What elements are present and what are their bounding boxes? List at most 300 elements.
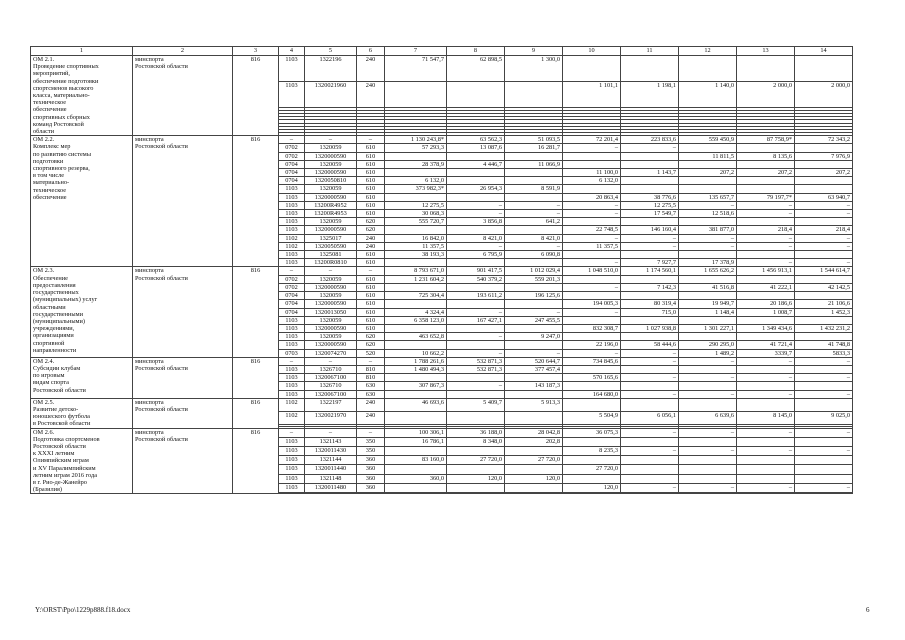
amount-cell: 1 130 243,8* [385, 136, 447, 144]
amount-cell [737, 185, 795, 193]
executor-cell: минспорта Ростовской области [133, 398, 233, 428]
classification-code-cell: 1320011480 [305, 483, 357, 492]
amount-cell: – [563, 259, 621, 267]
amount-cell [679, 493, 737, 494]
classification-code-cell: 610 [357, 160, 385, 168]
amount-cell: – [447, 382, 505, 390]
amount-cell [621, 493, 679, 494]
measure-description: ОМ 2.4. Субсидии клубам по игровым видам спорта Ростовской области [31, 357, 133, 398]
amount-cell [795, 382, 853, 390]
amount-cell: – [679, 234, 737, 242]
amount-cell [621, 218, 679, 226]
amount-cell: 62 898,5 [447, 56, 505, 82]
amount-cell [795, 218, 853, 226]
amount-cell: 42 142,5 [795, 283, 853, 291]
amount-cell: 4 446,7 [447, 160, 505, 168]
amount-cell: 463 652,8 [385, 333, 447, 341]
amount-cell: 8 793 671,0 [385, 267, 447, 275]
grbs-code-cell: 816 [233, 267, 279, 357]
amount-cell: – [795, 483, 853, 492]
amount-cell: 373 982,3* [385, 185, 447, 193]
header-row [31, 47, 853, 56]
classification-code-cell: 1321143 [305, 437, 357, 446]
amount-cell [679, 474, 737, 483]
amount-cell [737, 365, 795, 373]
classification-code-cell: 1320021970 [305, 412, 357, 425]
amount-cell [505, 324, 563, 332]
amount-cell: – [679, 242, 737, 250]
amount-cell [447, 493, 505, 494]
amount-cell [621, 251, 679, 259]
amount-cell: 6 795,9 [447, 251, 505, 259]
measure-description: ОМ 2.6. Подготовка спортсменов Ростовской области к XXXI летним Олимпийским играм и XV Паралимпийским летним играм 2016 года в г. Рио-де-Жанейро (Бразилия) [31, 428, 133, 494]
classification-code-cell: 1321144 [305, 456, 357, 465]
classification-code-cell: 610 [357, 259, 385, 267]
amount-cell: 223 833,6 [621, 136, 679, 144]
amount-cell [679, 292, 737, 300]
classification-code-cell: 1103 [279, 456, 305, 465]
column-header: 5 [305, 47, 357, 56]
amount-cell: 832 308,7 [563, 324, 621, 332]
classification-code-cell: 1320000590 [305, 169, 357, 177]
measure-description: ОМ 2.2. Комплекс мер по развитию системы подготовки спортивного резерва, в том числе материально- техническое обеспечение [31, 136, 133, 267]
amount-cell: 21 106,6 [795, 300, 853, 308]
amount-cell [621, 382, 679, 390]
amount-cell [679, 275, 737, 283]
amount-cell: – [679, 428, 737, 437]
amount-cell [679, 316, 737, 324]
amount-cell [795, 56, 853, 82]
amount-cell [563, 456, 621, 465]
amount-cell: 559 450,9 [679, 136, 737, 144]
amount-cell [621, 316, 679, 324]
classification-code-cell: 620 [357, 333, 385, 341]
classification-code-cell: 1321148 [305, 474, 357, 483]
amount-cell [621, 152, 679, 160]
amount-cell [385, 169, 447, 177]
amount-cell [563, 365, 621, 373]
amount-cell: 27 720,0 [505, 456, 563, 465]
amount-cell: – [737, 357, 795, 365]
amount-cell: 41 516,8 [679, 283, 737, 291]
amount-cell: 72 201,4 [563, 136, 621, 144]
table-row [31, 136, 853, 144]
amount-cell [795, 177, 853, 185]
amount-cell [505, 259, 563, 267]
amount-cell [621, 160, 679, 168]
amount-cell [447, 483, 505, 492]
footer-file-path: Y:\ORST\Ppo\1229p888.f18.docx [35, 606, 131, 614]
amount-cell: – [795, 428, 853, 437]
classification-code-cell: 0702 [279, 152, 305, 160]
amount-cell [679, 465, 737, 474]
classification-code-cell: 240 [357, 412, 385, 425]
classification-code-cell: 520 [357, 349, 385, 357]
classification-code-cell: 0702 [279, 275, 305, 283]
amount-cell: 1 432 231,2 [795, 324, 853, 332]
amount-cell: – [505, 308, 563, 316]
amount-cell: 570 165,6 [563, 374, 621, 382]
amount-cell: 520 644,7 [505, 357, 563, 365]
amount-cell: 1 140,0 [679, 81, 737, 107]
amount-cell [795, 251, 853, 259]
amount-cell: 290 295,0 [679, 341, 737, 349]
classification-code-cell: 0703 [279, 349, 305, 357]
amount-cell: 1 452,3 [795, 308, 853, 316]
classification-code-cell: 13200R0810 [305, 259, 357, 267]
column-header: 12 [679, 47, 737, 56]
classification-code-cell: 0704 [279, 292, 305, 300]
amount-cell: 218,4 [795, 226, 853, 234]
classification-code-cell: 1320000590 [305, 324, 357, 332]
amount-cell [679, 144, 737, 152]
classification-code-cell: 1320000590 [305, 226, 357, 234]
amount-cell: 11 357,5 [385, 242, 447, 250]
classification-code-cell: 1103 [279, 185, 305, 193]
amount-cell: 2 000,0 [737, 81, 795, 107]
classification-code-cell: 13200R4952 [305, 201, 357, 209]
amount-cell: 2 000,0 [795, 81, 853, 107]
amount-cell [621, 437, 679, 446]
amount-cell: 555 720,7 [385, 218, 447, 226]
amount-cell [621, 456, 679, 465]
amount-cell: 1 456 913,1 [737, 267, 795, 275]
amount-cell [679, 56, 737, 82]
amount-cell: 16 842,0 [385, 234, 447, 242]
amount-cell: – [737, 483, 795, 492]
amount-cell [621, 56, 679, 82]
classification-code-cell: 1103 [279, 365, 305, 373]
amount-cell: 4 324,4 [385, 308, 447, 316]
amount-cell [737, 474, 795, 483]
amount-cell [795, 456, 853, 465]
classification-code-cell: 810 [357, 365, 385, 373]
table-row [31, 56, 853, 82]
classification-code-cell: 1320059 [305, 144, 357, 152]
amount-cell: – [679, 357, 737, 365]
amount-cell [385, 412, 447, 425]
amount-cell [737, 251, 795, 259]
classification-code-cell: – [279, 136, 305, 144]
amount-cell [795, 316, 853, 324]
amount-cell [621, 333, 679, 341]
amount-cell: – [621, 390, 679, 398]
classification-code-cell: 1103 [279, 374, 305, 382]
amount-cell [505, 412, 563, 425]
amount-cell: 63 940,7 [795, 193, 853, 201]
classification-code-cell: 610 [357, 324, 385, 332]
amount-cell [385, 447, 447, 456]
amount-cell: 120,0 [447, 474, 505, 483]
amount-cell: 146 160,4 [621, 226, 679, 234]
amount-cell: 120,0 [563, 483, 621, 492]
amount-cell [563, 493, 621, 494]
column-header: 4 [279, 47, 305, 56]
classification-code-cell: 620 [357, 218, 385, 226]
amount-cell [385, 324, 447, 332]
amount-cell: 11 357,5 [563, 242, 621, 250]
amount-cell: 3 856,8 [447, 218, 505, 226]
amount-cell [679, 382, 737, 390]
amount-cell: 559 201,3 [505, 275, 563, 283]
amount-cell [447, 226, 505, 234]
amount-cell: 28 378,9 [385, 160, 447, 168]
amount-cell [737, 177, 795, 185]
classification-code-cell: 610 [357, 144, 385, 152]
amount-cell: – [447, 308, 505, 316]
classification-code-cell: 1325017 [305, 234, 357, 242]
amount-cell: 30 068,3 [385, 210, 447, 218]
amount-cell [737, 437, 795, 446]
classification-code-cell [305, 493, 357, 494]
amount-cell [447, 465, 505, 474]
amount-cell: 41 721,4 [737, 341, 795, 349]
amount-cell: 51 093,5 [505, 136, 563, 144]
amount-cell: 58 444,6 [621, 341, 679, 349]
budget-table-document [30, 46, 853, 494]
classification-code-cell: 1103 [279, 218, 305, 226]
amount-cell [795, 493, 853, 494]
classification-code-cell: 1320011430 [305, 447, 357, 456]
classification-code-cell: – [357, 357, 385, 365]
classification-code-cell: 1103 [279, 474, 305, 483]
amount-cell: 7 976,9 [795, 152, 853, 160]
executor-cell: минспорта Ростовской области [133, 267, 233, 357]
amount-cell [563, 275, 621, 283]
classification-code-cell: 1103 [279, 341, 305, 349]
amount-cell: 167 427,1 [447, 316, 505, 324]
amount-cell [679, 365, 737, 373]
amount-cell: 1 480 494,3 [385, 365, 447, 373]
amount-cell [737, 456, 795, 465]
amount-cell [385, 390, 447, 398]
amount-cell: – [447, 333, 505, 341]
classification-code-cell: 0702 [279, 144, 305, 152]
amount-cell: 17 549,7 [621, 210, 679, 218]
amount-cell: 8 421,0 [505, 234, 563, 242]
classification-code-cell: 630 [357, 390, 385, 398]
amount-cell: 377 457,4 [505, 365, 563, 373]
amount-cell [505, 283, 563, 291]
classification-code-cell: 1103 [279, 201, 305, 209]
amount-cell: 1 544 614,7 [795, 267, 853, 275]
amount-cell: 1 655 626,2 [679, 267, 737, 275]
amount-cell: 19 949,7 [679, 300, 737, 308]
amount-cell [563, 292, 621, 300]
amount-cell: – [795, 234, 853, 242]
amount-cell: – [737, 259, 795, 267]
amount-cell: – [737, 201, 795, 209]
classification-code-cell: 1320059 [305, 333, 357, 341]
amount-cell: 207,2 [795, 169, 853, 177]
classification-code-cell: 1103 [279, 465, 305, 474]
classification-code-cell: 1102 [279, 412, 305, 425]
amount-cell: – [505, 242, 563, 250]
classification-code-cell: 360 [357, 483, 385, 492]
classification-code-cell: 1103 [279, 382, 305, 390]
classification-code-cell: 1102 [279, 398, 305, 411]
classification-code-cell: 1326710 [305, 365, 357, 373]
column-header: 7 [385, 47, 447, 56]
amount-cell: – [679, 447, 737, 456]
amount-cell: 1 174 560,1 [621, 267, 679, 275]
amount-cell [447, 412, 505, 425]
amount-cell [447, 193, 505, 201]
classification-code-cell: 240 [357, 398, 385, 411]
amount-cell: 22 748,5 [563, 226, 621, 234]
classification-code-cell: 350 [357, 437, 385, 446]
amount-cell: 1 300,0 [505, 56, 563, 82]
amount-cell: – [737, 428, 795, 437]
amount-cell [737, 398, 795, 411]
amount-cell: – [795, 390, 853, 398]
amount-cell: 164 680,0 [563, 390, 621, 398]
amount-cell [447, 324, 505, 332]
classification-code-cell: 1325081 [305, 251, 357, 259]
classification-code-cell: 1320000590 [305, 193, 357, 201]
amount-cell [563, 218, 621, 226]
classification-code-cell: 610 [357, 193, 385, 201]
classification-code-cell: – [357, 267, 385, 275]
amount-cell: 247 455,5 [505, 316, 563, 324]
classification-code-cell: 0702 [279, 283, 305, 291]
amount-cell: 8 421,0 [447, 234, 505, 242]
amount-cell [737, 333, 795, 341]
amount-cell: 41 748,8 [795, 341, 853, 349]
amount-cell: 120,0 [505, 474, 563, 483]
classification-code-cell: 610 [357, 210, 385, 218]
amount-cell: 38 193,3 [385, 251, 447, 259]
amount-cell [621, 398, 679, 411]
amount-cell: 218,4 [737, 226, 795, 234]
amount-cell [563, 152, 621, 160]
amount-cell [505, 390, 563, 398]
classification-code-cell: – [305, 428, 357, 437]
amount-cell: – [505, 201, 563, 209]
amount-cell [505, 493, 563, 494]
amount-cell: 11 811,5 [679, 152, 737, 160]
classification-code-cell: 360 [357, 456, 385, 465]
amount-cell: 715,0 [621, 308, 679, 316]
amount-cell: 27 720,0 [447, 456, 505, 465]
amount-cell: 36 075,3 [563, 428, 621, 437]
amount-cell [679, 437, 737, 446]
classification-code-cell: 0704 [279, 160, 305, 168]
amount-cell: 11 066,9 [505, 160, 563, 168]
column-header: 13 [737, 47, 795, 56]
amount-cell: – [447, 201, 505, 209]
amount-cell: 135 657,7 [679, 193, 737, 201]
amount-cell: 5 409,7 [447, 398, 505, 411]
amount-cell: 1 489,2 [679, 349, 737, 357]
amount-cell: 17 378,9 [679, 259, 737, 267]
column-header: 9 [505, 47, 563, 56]
classification-code-cell: 1320021960 [305, 81, 357, 107]
column-header: 6 [357, 47, 385, 56]
amount-cell: 12 518,6 [679, 210, 737, 218]
amount-cell [737, 218, 795, 226]
amount-cell: 532 871,3 [447, 365, 505, 373]
classification-code-cell: 610 [357, 177, 385, 185]
amount-cell [385, 226, 447, 234]
amount-cell: 83 160,0 [385, 456, 447, 465]
amount-cell [679, 185, 737, 193]
amount-cell [505, 447, 563, 456]
amount-cell [679, 456, 737, 465]
amount-cell [563, 185, 621, 193]
amount-cell: 6 132,0 [385, 177, 447, 185]
amount-cell [385, 374, 447, 382]
classification-code-cell: 1103 [279, 390, 305, 398]
amount-cell: 22 196,0 [563, 341, 621, 349]
amount-cell: – [621, 234, 679, 242]
amount-cell: 100 306,1 [385, 428, 447, 437]
budget-table-body [31, 47, 853, 494]
classification-code-cell: – [279, 357, 305, 365]
classification-code-cell: 1320059 [305, 292, 357, 300]
classification-code-cell: 1320000590 [305, 300, 357, 308]
amount-cell: – [447, 349, 505, 357]
classification-code-cell: 0704 [279, 169, 305, 177]
amount-cell [737, 160, 795, 168]
classification-code-cell: 610 [357, 283, 385, 291]
amount-cell: 16 786,1 [385, 437, 447, 446]
amount-cell [447, 374, 505, 382]
amount-cell: 1 788 261,6 [385, 357, 447, 365]
amount-cell [447, 300, 505, 308]
amount-cell [737, 493, 795, 494]
classification-code-cell: 610 [357, 169, 385, 177]
amount-cell: – [795, 357, 853, 365]
amount-cell: 1 008,7 [737, 308, 795, 316]
amount-cell: – [795, 201, 853, 209]
classification-code-cell: 1103 [279, 210, 305, 218]
amount-cell [737, 275, 795, 283]
classification-code-cell: 610 [357, 308, 385, 316]
amount-cell: – [563, 234, 621, 242]
amount-cell [621, 365, 679, 373]
classification-code-cell: 240 [357, 81, 385, 107]
column-header: 2 [133, 47, 233, 56]
grbs-code-cell: 816 [233, 398, 279, 428]
classification-code-cell: 620 [357, 341, 385, 349]
amount-cell: 196 125,6 [505, 292, 563, 300]
amount-cell [447, 81, 505, 107]
amount-cell [505, 193, 563, 201]
amount-cell: – [563, 308, 621, 316]
amount-cell [563, 316, 621, 324]
classification-code-cell: – [357, 136, 385, 144]
amount-cell [795, 465, 853, 474]
amount-cell: – [447, 210, 505, 218]
column-header: 1 [31, 47, 133, 56]
classification-code-cell: 610 [357, 300, 385, 308]
amount-cell [447, 152, 505, 160]
amount-cell: 6 132,0 [563, 177, 621, 185]
amount-cell [505, 226, 563, 234]
amount-cell: 725 304,4 [385, 292, 447, 300]
executor-cell: минспорта Ростовской области [133, 357, 233, 398]
amount-cell: – [679, 374, 737, 382]
classification-code-cell: 1103 [279, 259, 305, 267]
measure-description: ОМ 2.3. Обеспечение предоставления государственных (муниципальных) услуг областными государственными (муниципальными) учреждениями, организациями спортивной направленности [31, 267, 133, 357]
amount-cell [505, 465, 563, 474]
classification-code-cell: 1326710 [305, 382, 357, 390]
amount-cell: – [621, 483, 679, 492]
grbs-code-cell: 816 [233, 428, 279, 494]
amount-cell [737, 316, 795, 324]
classification-code-cell: 1103 [279, 447, 305, 456]
